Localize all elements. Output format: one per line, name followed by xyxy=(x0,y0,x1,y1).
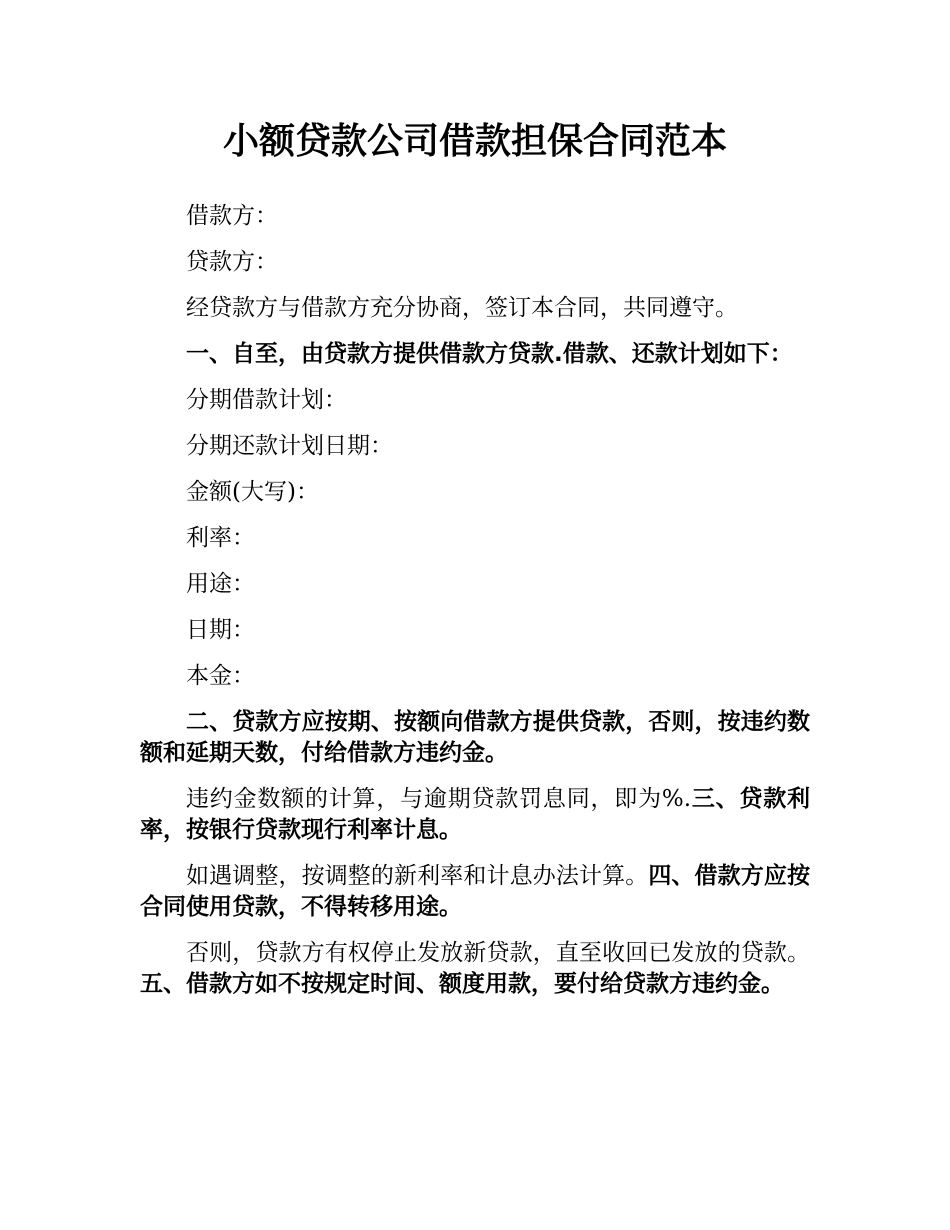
otherwise-text: 否则，贷款方有权停止发放新贷款，直至收回已发放的贷款。 xyxy=(186,940,810,966)
adjust-paragraph xyxy=(140,861,810,923)
purpose-field: 用途： xyxy=(186,571,255,597)
clause-1: 一、自至，由贷款方提供借款方贷款.借款、还款计划如下： xyxy=(186,341,793,367)
interest-rate-field: 利率： xyxy=(186,525,255,551)
document-title: 小额贷款公司借款担保合同范本 xyxy=(222,121,727,162)
penalty-paragraph xyxy=(140,784,810,846)
clause-2: 二、贷款方应按期、按额向借款方提供贷款，否则，按违约数额和延期天数，付给借款方违约金。 xyxy=(140,709,810,766)
adjust-text: 如遇调整，按调整的新利率和计息办法计算。 xyxy=(186,863,649,889)
penalty-calc-text: 违约金数额的计算，与逾期贷款罚息同，即为%. xyxy=(186,786,692,812)
intro-paragraph: 经贷款方与借款方充分协商，签订本合同，共同遵守。 xyxy=(186,295,738,321)
clause-4: 四、借款方应按合同使用贷款，不得转移用途。 xyxy=(140,863,811,920)
principal-field: 本金： xyxy=(186,663,255,689)
lender-field: 贷款方： xyxy=(186,249,278,275)
clause-5: 五、借款方如不按规定时间、额度用款，要付给贷款方违约金。 xyxy=(140,971,784,997)
date-field: 日期： xyxy=(186,617,255,643)
repayment-dates-field: 分期还款计划日期： xyxy=(186,433,393,459)
clause-3: 三、贷款利率，按银行贷款现行利率计息。 xyxy=(140,786,810,843)
borrower-field: 借款方： xyxy=(186,203,278,229)
installment-plan-field: 分期借款计划： xyxy=(186,387,347,413)
amount-field: 金额(大写)： xyxy=(186,479,319,505)
otherwise-paragraph xyxy=(140,938,810,1000)
document-body xyxy=(140,201,810,1015)
